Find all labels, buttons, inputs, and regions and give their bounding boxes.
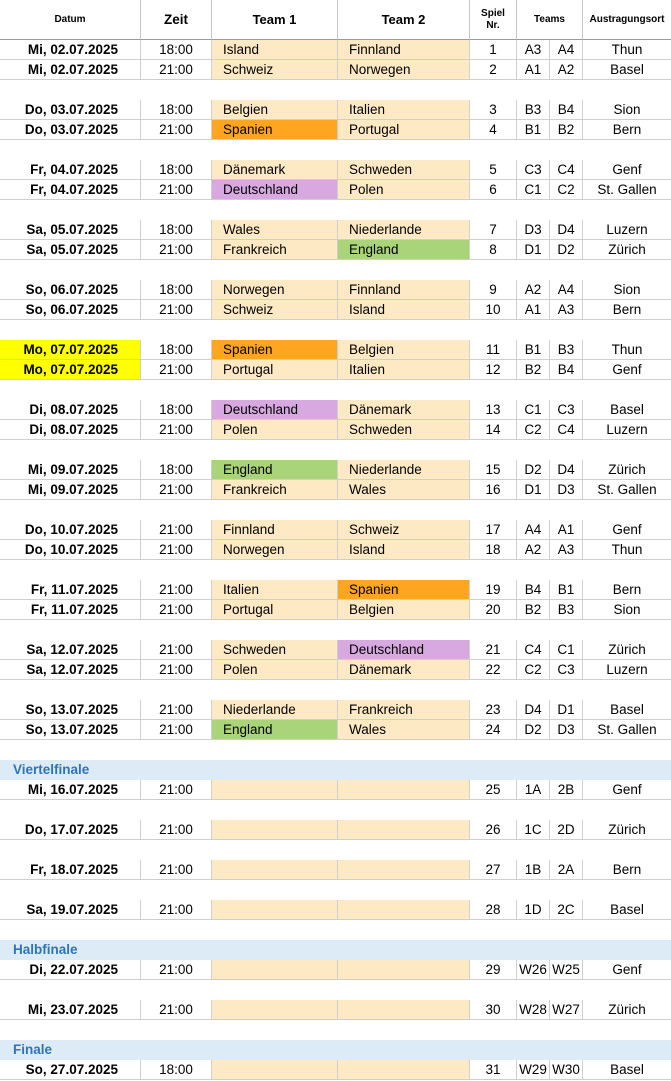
match-team1: England [212,720,338,740]
match-time: 18:00 [141,40,212,60]
match-row [0,640,671,660]
match-team1: Finnland [212,520,338,540]
match-row [0,600,671,620]
match-number: 12 [470,360,517,380]
match-team2: Wales [338,480,470,500]
match-slot-a: B3 [517,100,550,120]
match-venue: Basel [583,60,671,80]
match-row [0,540,671,560]
match-number: 20 [470,600,517,620]
match-team2: Belgien [338,340,470,360]
match-team1: Schweden [212,640,338,660]
match-date: So, 13.07.2025 [0,720,141,740]
header-datum: Datum [0,0,141,40]
match-date: Fr, 18.07.2025 [0,860,141,880]
match-time: 21:00 [141,60,212,80]
match-slot-a: B1 [517,120,550,140]
match-time: 21:00 [141,640,212,660]
match-team2: England [338,240,470,260]
match-venue: Sion [583,600,671,620]
match-number: 24 [470,720,517,740]
match-slot-a: C2 [517,660,550,680]
match-team1: Portugal [212,600,338,620]
match-row [0,400,671,420]
match-team1: Schweiz [212,60,338,80]
match-team2: Finnland [338,40,470,60]
match-venue: Luzern [583,660,671,680]
match-slot-a: 1D [517,900,550,920]
match-venue: Basel [583,900,671,920]
match-team2 [338,900,470,920]
match-team1: Frankreich [212,480,338,500]
match-date: So, 13.07.2025 [0,700,141,720]
match-date: Do, 10.07.2025 [0,540,141,560]
match-number: 26 [470,820,517,840]
match-team2: Wales [338,720,470,740]
match-number: 6 [470,180,517,200]
match-time: 21:00 [141,900,212,920]
match-row [0,820,671,840]
section-viertelfinale: Viertelfinale [0,760,671,780]
match-time: 21:00 [141,960,212,980]
match-time: 18:00 [141,220,212,240]
match-row [0,900,671,920]
match-team1: Schweiz [212,300,338,320]
match-team2: Deutschland [338,640,470,660]
header-spiel-line2: Nr. [486,19,500,31]
match-slot-a: C1 [517,400,550,420]
match-row [0,960,671,980]
match-date: Do, 03.07.2025 [0,120,141,140]
match-number: 15 [470,460,517,480]
match-venue: Genf [583,160,671,180]
match-venue: St. Gallen [583,180,671,200]
match-team1: Dänemark [212,160,338,180]
match-date: Sa, 12.07.2025 [0,660,141,680]
match-team1: Italien [212,580,338,600]
match-team1: Polen [212,420,338,440]
match-slot-b: 2C [550,900,583,920]
match-slot-b: C1 [550,640,583,660]
match-slot-b: B3 [550,600,583,620]
match-slot-a: 1B [517,860,550,880]
match-venue: Genf [583,960,671,980]
match-time: 21:00 [141,420,212,440]
match-row [0,360,671,380]
match-team2: Schweden [338,160,470,180]
match-row [0,40,671,60]
match-time: 21:00 [141,540,212,560]
match-team2: Finnland [338,280,470,300]
match-team1: Wales [212,220,338,240]
match-row [0,700,671,720]
match-team1: Norwegen [212,280,338,300]
match-number: 4 [470,120,517,140]
match-slot-a: A2 [517,540,550,560]
match-venue: Zürich [583,1000,671,1020]
match-time: 21:00 [141,1000,212,1020]
match-venue: St. Gallen [583,480,671,500]
match-slot-b: A3 [550,300,583,320]
match-team2 [338,820,470,840]
match-venue: Bern [583,860,671,880]
match-slot-b: B2 [550,120,583,140]
match-team1: Niederlande [212,700,338,720]
match-number: 5 [470,160,517,180]
match-row [0,660,671,680]
match-slot-b: C2 [550,180,583,200]
match-team1 [212,820,338,840]
match-team2 [338,1060,470,1080]
match-time: 21:00 [141,520,212,540]
match-time: 18:00 [141,100,212,120]
header-team1: Team 1 [212,0,338,40]
section-finale: Finale [0,1040,671,1060]
match-date: Fr, 11.07.2025 [0,600,141,620]
match-team1: Belgien [212,100,338,120]
match-slot-b: D4 [550,220,583,240]
match-row [0,300,671,320]
match-team2: Spanien [338,580,470,600]
match-slot-b: D4 [550,460,583,480]
match-row [0,520,671,540]
match-time: 21:00 [141,180,212,200]
match-team2: Niederlande [338,220,470,240]
match-number: 18 [470,540,517,560]
match-date: Mi, 23.07.2025 [0,1000,141,1020]
match-team2: Dänemark [338,660,470,680]
header-teams: Teams [517,0,583,40]
match-date: Sa, 05.07.2025 [0,220,141,240]
match-venue: Sion [583,100,671,120]
match-number: 23 [470,700,517,720]
match-number: 28 [470,900,517,920]
match-row [0,240,671,260]
match-slot-a: D2 [517,460,550,480]
match-date: Mi, 09.07.2025 [0,460,141,480]
match-number: 14 [470,420,517,440]
match-time: 18:00 [141,340,212,360]
match-date: Mi, 16.07.2025 [0,780,141,800]
match-date: Mi, 09.07.2025 [0,480,141,500]
match-slot-a: A1 [517,300,550,320]
match-slot-a: D4 [517,700,550,720]
match-time: 18:00 [141,400,212,420]
match-row [0,220,671,240]
match-team1: Spanien [212,340,338,360]
match-venue: Luzern [583,420,671,440]
match-row [0,100,671,120]
match-time: 18:00 [141,1060,212,1080]
match-team1: Island [212,40,338,60]
match-date: Mo, 07.07.2025 [0,340,141,360]
match-number: 31 [470,1060,517,1080]
match-venue: Thun [583,40,671,60]
match-slot-a: B2 [517,600,550,620]
match-slot-b: B4 [550,360,583,380]
match-time: 21:00 [141,120,212,140]
match-venue: Zürich [583,640,671,660]
match-date: Do, 10.07.2025 [0,520,141,540]
match-date: Sa, 19.07.2025 [0,900,141,920]
match-slot-a: A1 [517,60,550,80]
match-slot-a: A2 [517,280,550,300]
match-row [0,280,671,300]
match-date: Di, 08.07.2025 [0,400,141,420]
match-number: 27 [470,860,517,880]
match-time: 21:00 [141,360,212,380]
match-date: Fr, 11.07.2025 [0,580,141,600]
match-slot-b: A4 [550,40,583,60]
match-team1: Norwegen [212,540,338,560]
match-team2: Island [338,300,470,320]
match-team2: Belgien [338,600,470,620]
match-team1: Spanien [212,120,338,140]
match-date: Sa, 05.07.2025 [0,240,141,260]
match-time: 21:00 [141,300,212,320]
match-slot-a: B1 [517,340,550,360]
match-number: 13 [470,400,517,420]
match-row [0,460,671,480]
match-team2: Island [338,540,470,560]
header-spiel-nr [470,0,517,40]
match-venue: Zürich [583,240,671,260]
match-slot-a: 1A [517,780,550,800]
match-slot-b: C3 [550,660,583,680]
match-slot-b: B1 [550,580,583,600]
match-number: 1 [470,40,517,60]
match-slot-a: A3 [517,40,550,60]
match-number: 3 [470,100,517,120]
match-row [0,720,671,740]
match-slot-b: W25 [550,960,583,980]
match-venue: Thun [583,540,671,560]
match-venue: Genf [583,360,671,380]
match-time: 18:00 [141,280,212,300]
match-team1: Deutschland [212,400,338,420]
match-number: 10 [470,300,517,320]
header-zeit: Zeit [141,0,212,40]
match-team2: Norwegen [338,60,470,80]
match-venue: Zürich [583,460,671,480]
match-time: 21:00 [141,660,212,680]
match-team1: England [212,460,338,480]
match-slot-a: W29 [517,1060,550,1080]
match-slot-b: B4 [550,100,583,120]
match-slot-a: B4 [517,580,550,600]
match-date: So, 06.07.2025 [0,280,141,300]
match-time: 21:00 [141,700,212,720]
match-slot-b: A4 [550,280,583,300]
section-halbfinale: Halbfinale [0,940,671,960]
match-time: 21:00 [141,240,212,260]
match-venue: Basel [583,1060,671,1080]
match-slot-a: W28 [517,1000,550,1020]
header-spiel-line1: Spiel [481,7,505,19]
match-date: Di, 22.07.2025 [0,960,141,980]
match-slot-a: D3 [517,220,550,240]
match-date: Fr, 04.07.2025 [0,160,141,180]
match-date: Do, 17.07.2025 [0,820,141,840]
match-team2: Dänemark [338,400,470,420]
match-row [0,120,671,140]
match-row [0,780,671,800]
match-slot-b: B3 [550,340,583,360]
match-venue: Bern [583,300,671,320]
match-slot-b: 2B [550,780,583,800]
match-number: 16 [470,480,517,500]
match-number: 17 [470,520,517,540]
match-venue: Genf [583,520,671,540]
match-slot-a: D2 [517,720,550,740]
match-slot-b: C4 [550,160,583,180]
match-team2: Polen [338,180,470,200]
match-team2: Schweden [338,420,470,440]
match-slot-a: C2 [517,420,550,440]
match-team1: Polen [212,660,338,680]
match-number: 2 [470,60,517,80]
match-row [0,180,671,200]
match-slot-a: C1 [517,180,550,200]
match-date: Mi, 02.07.2025 [0,40,141,60]
match-team2: Italien [338,100,470,120]
match-slot-b: 2D [550,820,583,840]
match-slot-a: C3 [517,160,550,180]
match-row [0,1060,671,1080]
match-number: 19 [470,580,517,600]
header-team2: Team 2 [338,0,470,40]
match-team1 [212,900,338,920]
match-number: 8 [470,240,517,260]
match-row [0,480,671,500]
match-venue: Bern [583,580,671,600]
match-row [0,160,671,180]
match-slot-a: D1 [517,240,550,260]
match-row [0,1000,671,1020]
match-time: 21:00 [141,780,212,800]
match-slot-b: C3 [550,400,583,420]
match-venue: Sion [583,280,671,300]
match-time: 21:00 [141,820,212,840]
match-slot-b: D3 [550,720,583,740]
match-team2 [338,780,470,800]
match-time: 21:00 [141,860,212,880]
match-team1: Frankreich [212,240,338,260]
match-row [0,420,671,440]
match-row [0,340,671,360]
match-number: 11 [470,340,517,360]
match-venue: Luzern [583,220,671,240]
match-time: 18:00 [141,460,212,480]
match-number: 25 [470,780,517,800]
match-slot-a: W26 [517,960,550,980]
match-team1 [212,1000,338,1020]
match-slot-b: C4 [550,420,583,440]
match-date: Mo, 07.07.2025 [0,360,141,380]
match-team2: Portugal [338,120,470,140]
match-date: Mi, 02.07.2025 [0,60,141,80]
match-date: Sa, 12.07.2025 [0,640,141,660]
match-team1 [212,780,338,800]
match-time: 21:00 [141,580,212,600]
match-team1: Portugal [212,360,338,380]
match-date: Fr, 04.07.2025 [0,180,141,200]
match-venue: Basel [583,700,671,720]
match-number: 9 [470,280,517,300]
match-slot-a: 1C [517,820,550,840]
match-date: Do, 03.07.2025 [0,100,141,120]
match-team1 [212,1060,338,1080]
match-team1: Deutschland [212,180,338,200]
match-number: 22 [470,660,517,680]
match-venue: Thun [583,340,671,360]
match-number: 30 [470,1000,517,1020]
match-slot-b: A3 [550,540,583,560]
match-time: 21:00 [141,720,212,740]
match-row [0,580,671,600]
match-venue: Zürich [583,820,671,840]
match-slot-a: B2 [517,360,550,380]
match-date: So, 27.07.2025 [0,1060,141,1080]
match-number: 29 [470,960,517,980]
match-date: So, 06.07.2025 [0,300,141,320]
match-number: 21 [470,640,517,660]
match-team1 [212,960,338,980]
match-venue: Bern [583,120,671,140]
match-number: 7 [470,220,517,240]
match-slot-b: D3 [550,480,583,500]
match-venue: Basel [583,400,671,420]
match-team2 [338,1000,470,1020]
match-venue: Genf [583,780,671,800]
match-row [0,60,671,80]
match-slot-a: D1 [517,480,550,500]
match-slot-b: A1 [550,520,583,540]
match-slot-b: A2 [550,60,583,80]
match-team2: Frankreich [338,700,470,720]
match-row [0,860,671,880]
match-slot-b: W27 [550,1000,583,1020]
match-time: 21:00 [141,480,212,500]
match-date: Di, 08.07.2025 [0,420,141,440]
match-slot-b: D2 [550,240,583,260]
match-team2: Niederlande [338,460,470,480]
match-time: 18:00 [141,160,212,180]
match-slot-b: D1 [550,700,583,720]
match-slot-a: C4 [517,640,550,660]
match-team2 [338,860,470,880]
match-slot-b: 2A [550,860,583,880]
header-row [0,0,671,40]
match-slot-a: A4 [517,520,550,540]
match-venue: St. Gallen [583,720,671,740]
match-time: 21:00 [141,600,212,620]
match-team2: Schweiz [338,520,470,540]
match-team2 [338,960,470,980]
match-team1 [212,860,338,880]
match-team2: Italien [338,360,470,380]
header-austragungsort: Austragungsort [583,0,671,40]
match-slot-b: W30 [550,1060,583,1080]
